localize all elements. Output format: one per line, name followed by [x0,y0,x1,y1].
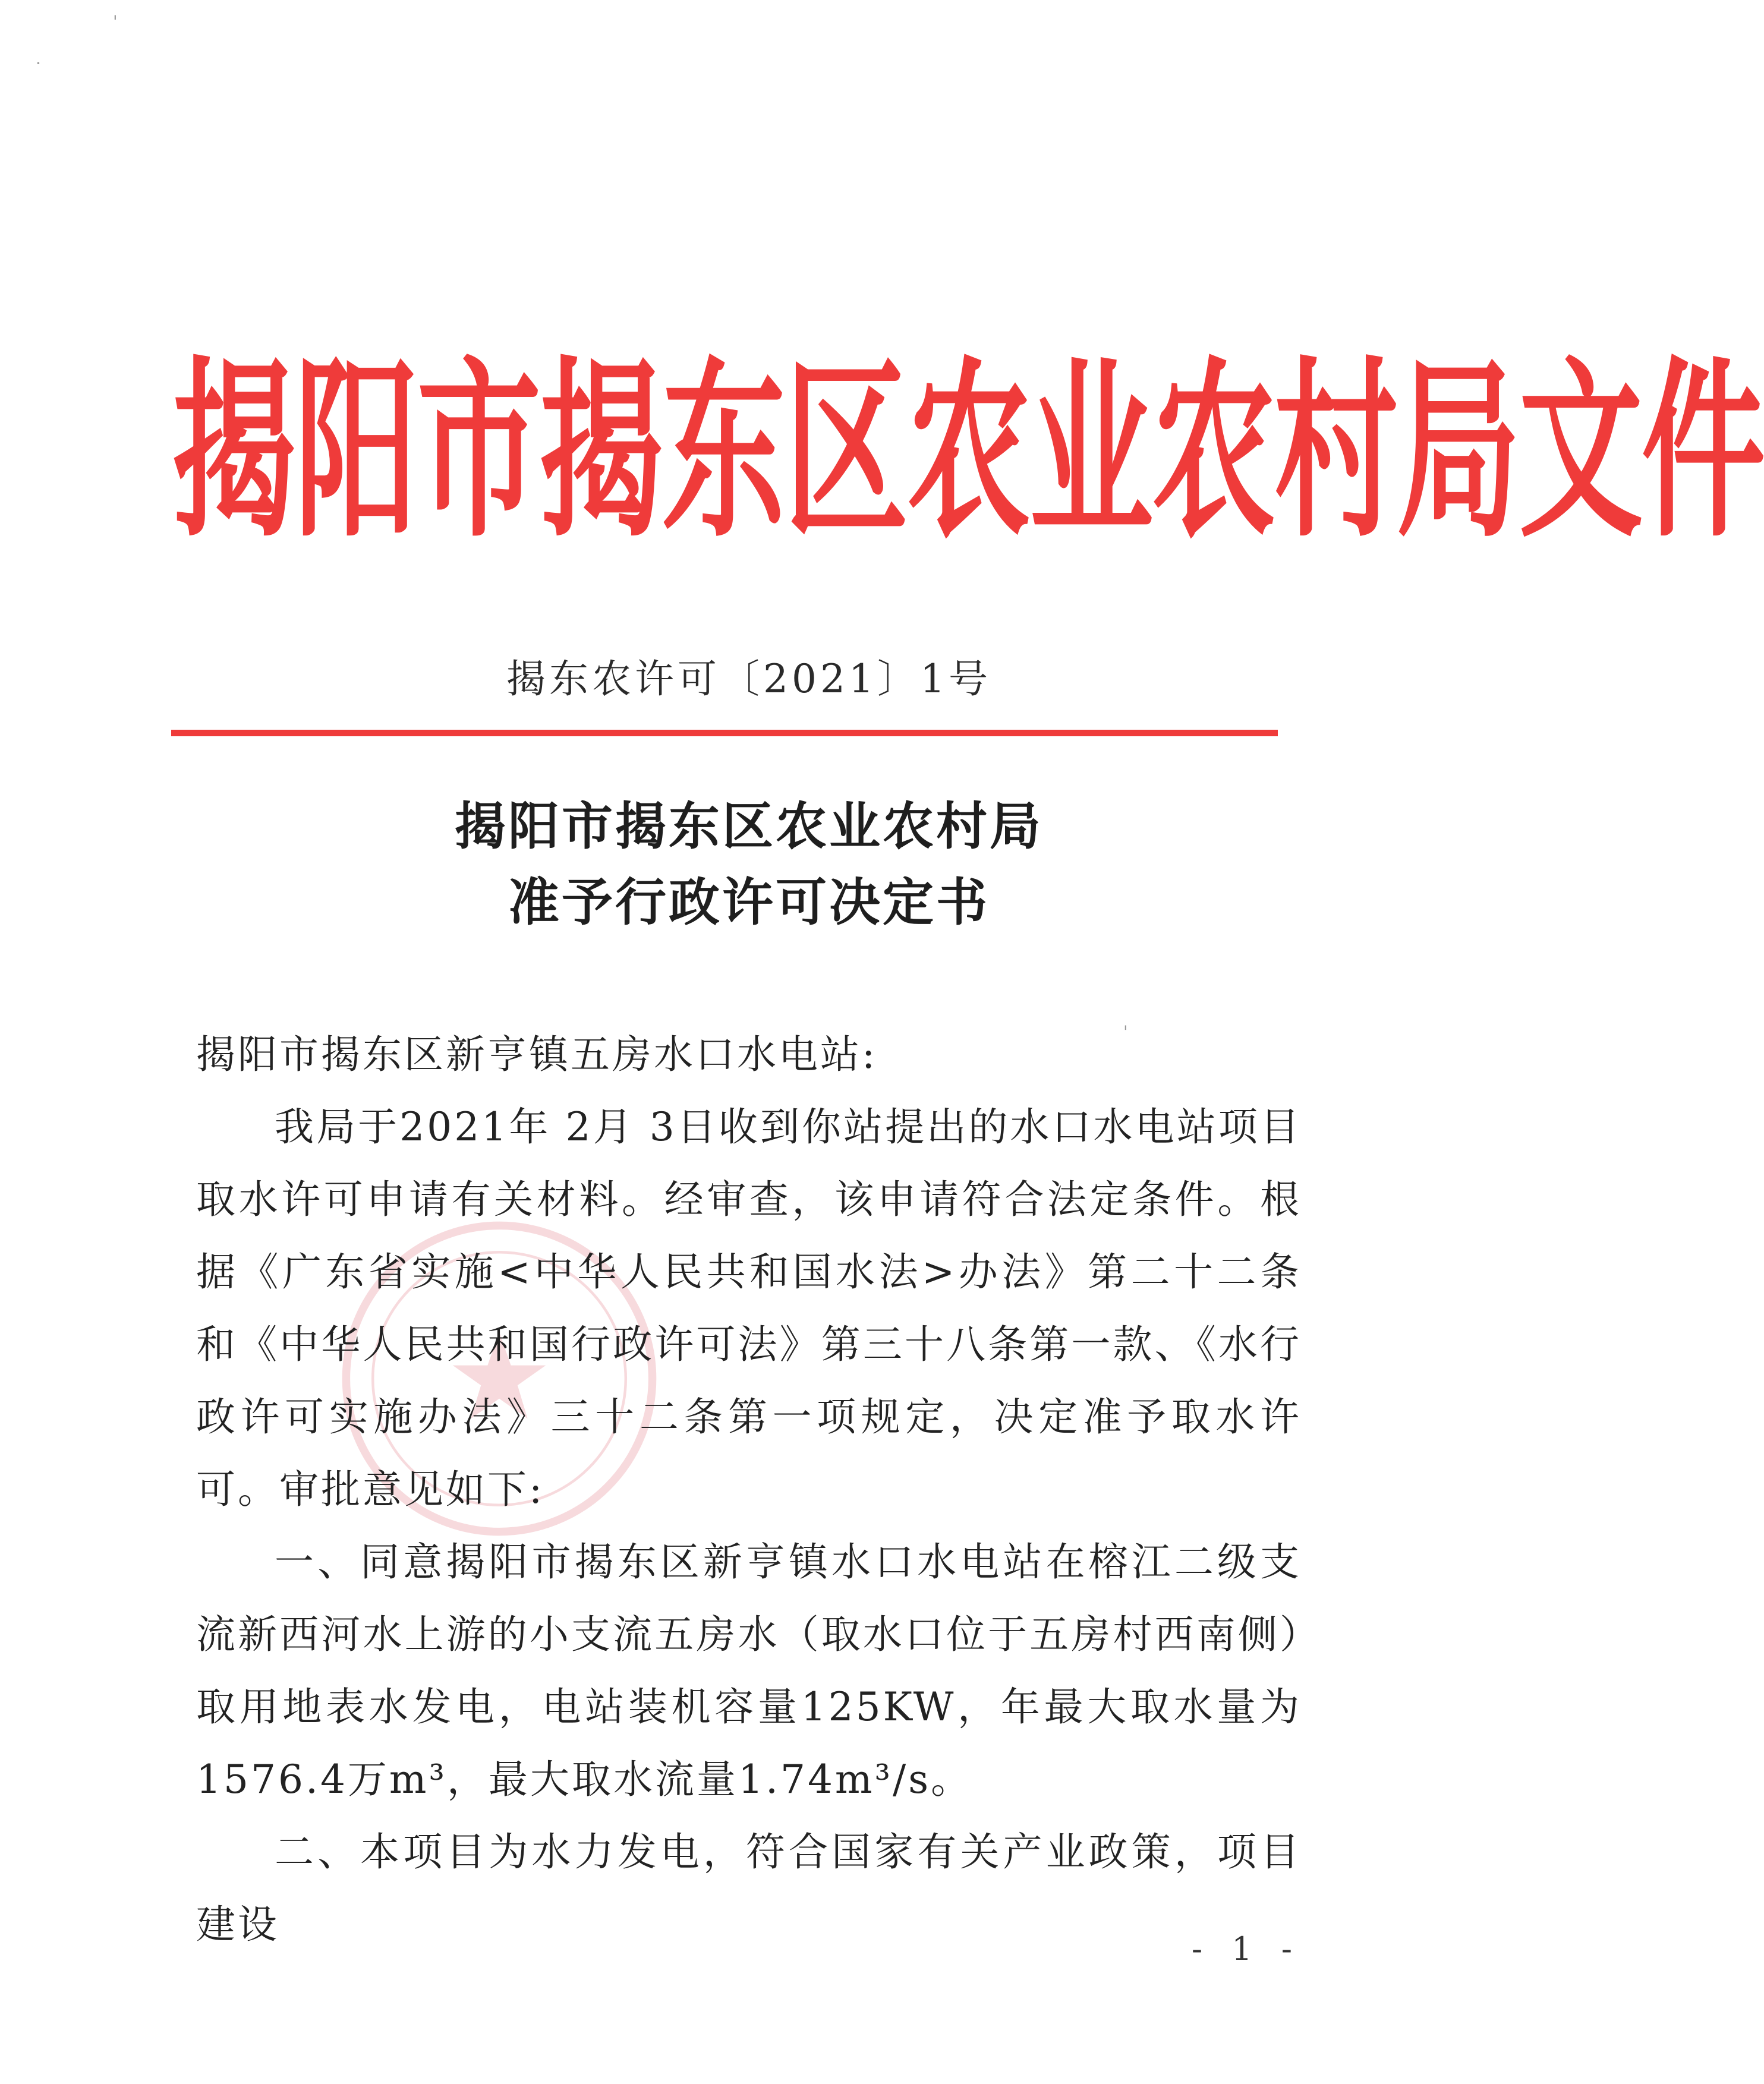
red-header-title: 揭阳市揭东区农业农村局文件 [172,340,1764,564]
salutation: 揭阳市揭东区新亨镇五房水口水电站: [196,1032,878,1077]
page-number: - 1 - [1191,1930,1302,1968]
body-paragraph-2: 一、同意揭阳市揭东区新亨镇水口水电站在榕江二级支流新西河水上游的小支流五房水（取水口位于五房村西南侧）取用地表水发电，电站装机容量125KW，年最大取水量为1576.4万m³，最大取水流量1.74m³/s。 [196,1539,1302,1802]
scan-speck: ' [113,12,118,31]
scan-speck: ' [1123,1022,1128,1042]
document-number: 揭东农许可〔2021〕1号 [506,656,991,702]
document-title-line-2: 准予行政许可决定书 [508,872,990,932]
document-title-line-1: 揭阳市揭东区农业农村局 [455,796,1043,856]
body-paragraph-1: 我局于2021年 2月 3日收到你站提出的水口水电站项目取水许可申请有关材料。经审查，该申请符合法定条件。根据《广东省实施<中华人民共和国水法>办法》第二十二条和《中华人民共和国行政许可法》第三十八条第一款、《水行政许可实施办法》三十二条第一项规定，决定准予取水许可。审批意见如下: [196,1104,1302,1512]
body-paragraph-3: 二、本项目为水力发电，符合国家有关产业政策，项目建设 [196,1829,1302,1947]
scan-speck: · [36,53,41,73]
red-divider-line [171,730,1278,736]
document-body [196,1019,1302,1961]
